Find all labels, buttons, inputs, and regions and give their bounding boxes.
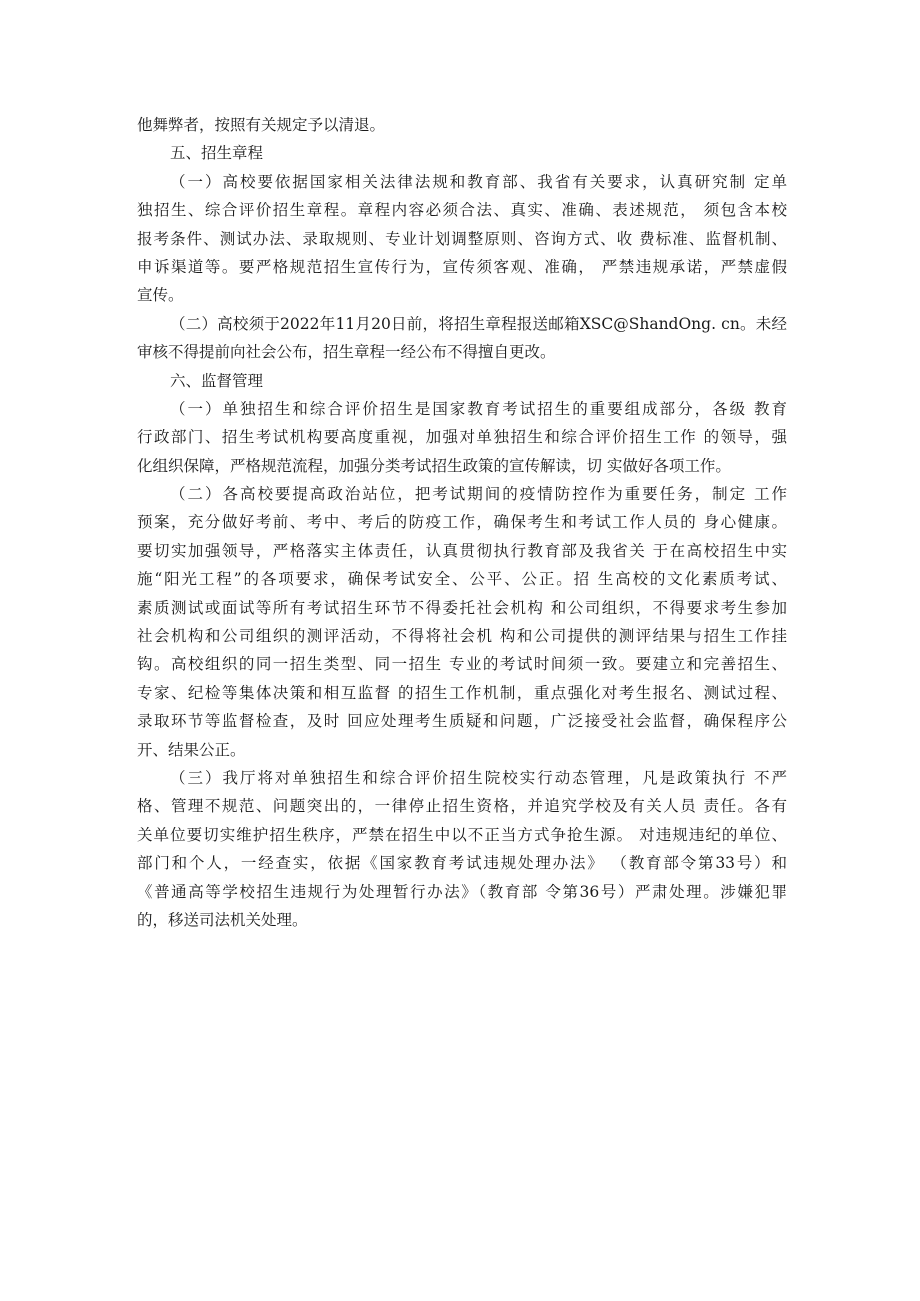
paragraph: [137, 168, 787, 310]
text-line: （二）各高校要提高政治站位，把考试期间的疫情防控作为重要任务，制定 工作: [170, 485, 787, 504]
text-line: 素质测试或面试等所有考试招生环节不得委托社会机构 和公司组织，不得要求考生参加: [137, 598, 787, 617]
paragraph: [137, 395, 787, 480]
text-line: 格、管理不规范、问题突出的，一律停止招生资格，并追究学校及有关人员 责任。各有: [137, 797, 787, 816]
text-line: 报考条件、测试办法、录取规则、专业计划调整原则、咨询方式、收 费标准、监督机制、: [137, 229, 787, 248]
text-line: 要切实加强领导，严格落实主体责任，认真贯彻执行教育部及我省关 于在高校招生中实: [137, 541, 787, 560]
text-line: 关单位要切实维护招生秩序，严禁在招生中以不正当方式争抢生源。 对违规违纪的单位、: [137, 825, 787, 844]
text-line: （一）高校要依据国家相关法律法规和教育部、我省有关要求，认真研究制 定单: [170, 172, 787, 191]
text-line: 社会机构和公司组织的测评活动，不得将社会机 构和公司提供的测评结果与招生工作挂: [137, 627, 787, 646]
text-line: 施“阳光工程”的各项要求，确保考试安全、公平、公正。招 生高校的文化素质考试、: [137, 570, 787, 589]
paragraph: [137, 111, 787, 139]
text-line: （三）我厅将对单独招生和综合评价招生院校实行动态管理，凡是政策执行 不严: [170, 768, 787, 787]
paragraph: [137, 480, 787, 764]
text-line: 独招生、综合评价招生章程。章程内容必须合法、真实、准确、表述规范， 须包含本校: [137, 201, 787, 220]
text-line: 化组织保障，严格规范流程，加强分类考试招生政策的宣传解读，切 实做好各项工作。: [137, 456, 731, 475]
text-line: 预案，充分做好考前、考中、考后的防疫工作，确保考生和考试工作人员的 身心健康。: [137, 513, 787, 532]
section-heading: 五、招生章程: [170, 144, 264, 163]
text-line: 《普通高等学校招生违规行为处理暂行办法》（教育部 令第36号）严肃处理。涉嫌犯罪: [137, 882, 787, 901]
paragraph: [137, 310, 787, 367]
text-line: 宣传。: [137, 286, 184, 305]
text-line: 专家、纪检等集体决策和相互监督 的招生工作机制，重点强化对考生报名、测试过程、: [137, 683, 787, 702]
text-line: 钩。高校组织的同一招生类型、同一招生 专业的考试时间须一致。要建立和完善招生、: [137, 655, 787, 674]
document-page: [137, 111, 787, 934]
text-line: 他舞弊者，按照有关规定予以清退。: [137, 116, 386, 134]
section-heading: 六、监督管理: [170, 371, 264, 390]
text-line: 的，移送司法机关处理。: [137, 910, 308, 929]
text-line: 录取环节等监督检查，及时 回应处理考生质疑和问题，广泛接受社会监督，确保程序公: [137, 712, 787, 731]
text-line: 审核不得提前向社会公布，招生章程一经公布不得擅自更改。: [137, 343, 556, 362]
text-line: （一）单独招生和综合评价招生是国家教育考试招生的重要组成部分，各级 教育: [170, 399, 787, 418]
text-line: 开、结果公正。: [137, 740, 246, 759]
text-line: 部门和个人，一经查实，依据《国家教育考试违规处理办法》 （教育部令第33号）和: [137, 854, 787, 873]
text-line: （二）高校须于2022年11月20日前，将招生章程报送邮箱XSC@ShandOng. cn。未经: [170, 314, 787, 333]
paragraph: [137, 764, 787, 934]
text-line: 申诉渠道等。要严格规范招生宣传行为，宣传须客观、准确， 严禁违规承诺，严禁虚假: [137, 257, 787, 276]
text-line: 行政部门、招生考试机构要高度重视，加强对单独招生和综合评价招生工作 的领导，强: [137, 428, 787, 447]
